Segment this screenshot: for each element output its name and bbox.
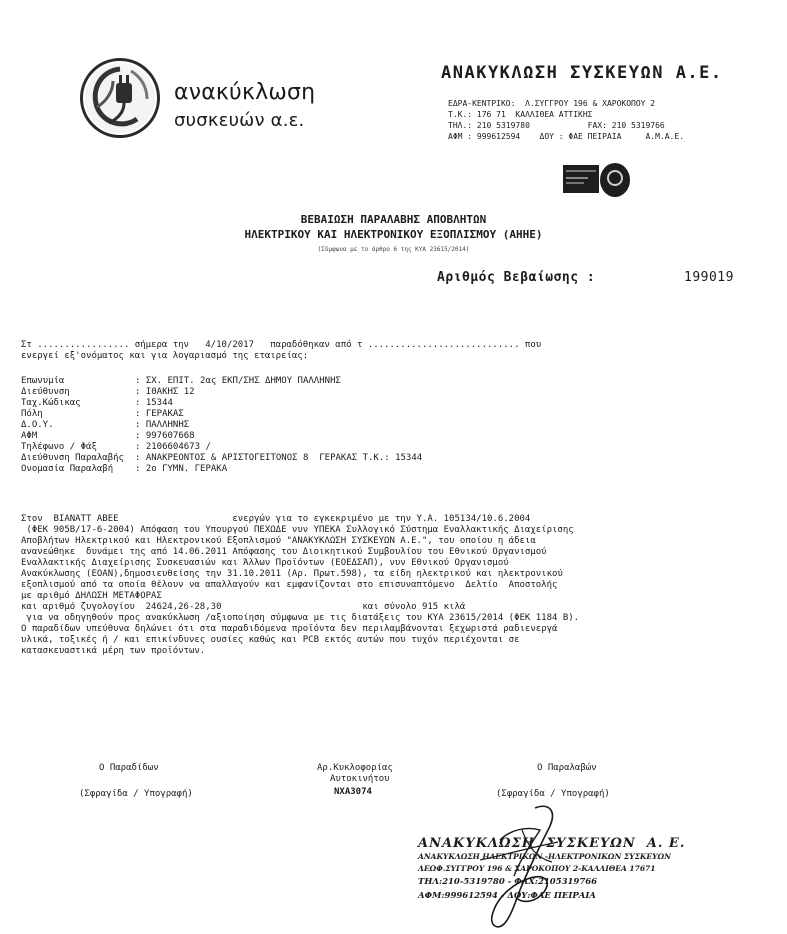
logo-line-2: συσκευών α.ε. — [174, 110, 305, 131]
body-line: ανανεώθηκε δυνάμει της από 14.06.2011 Απόφασης του Διοικητικού Συμβουλίου του Εθνικού Οργανισμού — [21, 547, 547, 557]
address-line: Τ.Κ.: 176 71 ΚΑΛΛΙΘΕΑ ΑΤΤΙΚΗΣ — [448, 110, 593, 119]
document-title-line-1: ΒΕΒΑΙΩΣΗ ΠΑΡΑΛΑΒΗΣ ΑΠΟΒΛΗΤΩΝ — [300, 213, 487, 226]
plate-label-2: Αυτοκινήτου — [330, 774, 390, 784]
body-line: κατασκευαστικά μέρη των προϊόντων. — [21, 646, 206, 656]
body-line: Ανακύκλωσης (ΕΟΑΝ),δημοσιευθείσης την 31.10.2011 (Αρ. Πρωτ.598), τα είδη ηλεκτρικού και ηλεκτρονικού — [21, 569, 563, 579]
certification-seal-icon — [600, 163, 630, 197]
info-value: : ΠΑΛΛΗΝΗΣ — [135, 420, 190, 430]
giver-label: Ο Παραδίδων — [99, 763, 159, 773]
stamp-line: ΑΦΜ:999612594 - ΔΟΥ:ΦΑΕ ΠΕΙΡΑΙΑ — [418, 891, 596, 901]
certification-badge — [563, 165, 599, 193]
info-value: : 2106604673 / — [135, 442, 211, 452]
info-value: : ΙΘΑΚΗΣ 12 — [135, 387, 195, 397]
info-label: Τηλέφωνο / Φάξ — [21, 442, 97, 452]
body-line: εξοπλισμού από τα οποία θέλουν να απαλλαγούν και εμφανίζονται στο επισυναπτόμενο Δελτίο Αποστολής — [21, 580, 558, 590]
address-line: ΤΗΛ.: 210 5319780 FAX: 210 5319766 — [448, 121, 665, 130]
info-label: Ταχ.Κώδικας — [21, 398, 81, 408]
body-line: Αποβλήτων Ηλεκτρικού και Ηλεκτρονικού Εξοπλισμού "ΑΝΑΚΥΚΛΩΣΗ ΣΥΣΚΕΥΩΝ Α.Ε.", του οποίου η άδεια — [21, 536, 536, 546]
address-line: ΑΦΜ : 999612594 ΔΟΥ : ΦΑΕ ΠΕΙΡΑΙΑ Α.Μ.Α.Ε. — [448, 132, 685, 141]
body-line: Ο παραδίδων υπεύθυνα δηλώνει ότι στα παραδιδόμενα προϊόντα δεν περιλαμβάνονται ξεχωριστά ραδιενεργά — [21, 624, 558, 634]
info-label: Διεύθυνση Παραλαβής — [21, 453, 124, 463]
info-label: Διεύθυνση — [21, 387, 70, 397]
info-value: : 15344 — [135, 398, 173, 408]
info-value: : ΓΕΡΑΚΑΣ — [135, 409, 184, 419]
document-title-line-2: ΗΛΕΚΤΡΙΚΟΥ ΚΑΙ ΗΛΕΚΤΡΟΝΙΚΟΥ ΕΞΟΠΛΙΣΜΟΥ (ΑΗΗΕ) — [244, 228, 543, 241]
info-value: : ΑΝΑΚΡΕΟΝΤΟΣ & ΑΡΙΣΤΟΓΕΙΤΟΝΟΣ 8 ΓΕΡΑΚΑΣ Τ.Κ.: 15344 — [135, 453, 423, 463]
body-line: και αριθμό ζυγολογίου 24624,26-28,30 και σύνολο 915 κιλά — [21, 602, 466, 612]
handwritten-signature — [440, 800, 600, 930]
document-subtitle: (Σύμφωνα με το άρθρο 6 της ΚΥΑ 23615/2014) — [317, 246, 470, 253]
stamp-company-name: ΑΝΑΚΥΚΛΩΣΗ ΣΥΣΚΕΥΩΝ Α. Ε. — [418, 836, 686, 851]
certificate-number-label: Αριθμός Βεβαίωσης : — [437, 270, 596, 285]
plate-label-1: Αρ.Κυκλοφορίας — [317, 763, 393, 773]
address-line: ΕΔΡΑ-ΚΕΝΤΡΙΚΟ: Λ.ΣΥΓΓΡΟΥ 196 & ΧΑΡΟΚΟΠΟΥ 2 — [448, 99, 656, 108]
receiver-label: Ο Παραλαβών — [537, 763, 597, 773]
giver-signature-hint: (Σφραγίδα / Υπογραφή) — [79, 789, 193, 799]
receiver-signature-hint: (Σφραγίδα / Υπογραφή) — [496, 789, 610, 799]
info-label: Επωνυμία — [21, 376, 65, 386]
info-value: : 2ο ΓΥΜΝ. ΓΕΡΑΚΑ — [135, 464, 228, 474]
info-value: : ΣΧ. ΕΠΙΤ. 2ας ΕΚΠ/ΣΗΣ ΔΗΜΟΥ ΠΑΛΛΗΝΗΣ — [135, 376, 341, 386]
info-label: Δ.Ο.Υ. — [21, 420, 54, 430]
recycle-plug-icon — [83, 61, 157, 135]
stamp-line: ΤΗΛ:210-5319780 - ΦΑΧ:2105319766 — [418, 877, 598, 887]
body-line: με αριθμό ΔΗΛΩΣΗ ΜΕΤΑΦΟΡΑΣ — [21, 591, 162, 601]
info-label: Ονομασία Παραλαβή — [21, 464, 114, 474]
body-line: υλικά, τοξικές ή / και επικίνδυνες ουσίες καθώς και PCB εκτός αυτών που τυχόν περιέχονται σε — [21, 635, 520, 645]
certificate-number: 199019 — [684, 270, 734, 285]
body-line: Εναλλακτικής Διαχείρισης Συσκευασιών και Άλλων Προϊόντων (ΕΟΕΔΣΑΠ), νυν Εθνικού Οργανισμού — [21, 558, 509, 568]
info-label: Πόλη — [21, 409, 43, 419]
body-line: για να οδηγηθούν προς ανακύκλωση /αξιοποίηση σύμφωνα με τις διατάξεις του ΚΥΑ 23615/2014 (ΦΕΚ 1184 Β). — [21, 613, 580, 623]
company-name: ΑΝΑΚΥΚΛΩΣΗ ΣΥΣΚΕΥΩΝ Α.Ε. — [441, 63, 723, 83]
stamp-line: ΛΕΩΦ.ΣΥΓΓΡΟΥ 196 & ΧΑΡΟΚΟΠΟΥ 2-ΚΑΛΛΙΘΕΑ 17671 — [418, 864, 656, 873]
intro-line-2: ενεργεί εξ'ονόματος και για λογαριασμό της εταιρείας: — [21, 351, 309, 361]
info-label: ΑΦΜ — [21, 431, 38, 441]
stamp-line: ΑΝΑΚΥΚΛΩΣΗ ΗΛΕΚΤΡΙΚΩΝ -ΗΛΕΚΤΡΟΝΙΚΩΝ ΣΥΣΚΕΥΩΝ — [418, 852, 672, 861]
logo-emblem — [80, 58, 160, 138]
plate-number: ΝΧΑ3074 — [334, 787, 372, 797]
intro-line-1: Στ ................. σήμερα την 4/10/2017 παραδόθηκαν από τ ............................ που — [21, 340, 542, 350]
logo-line-1: ανακύκλωση — [174, 80, 316, 105]
body-line: (ΦΕΚ 905Β/17-6-2004) Απόφαση του Υπουργού ΠΕΧΩΔΕ νυν ΥΠΕΚΑ Συλλογικό Σύστημα Εναλλακτικής Διαχείρισης — [21, 525, 574, 535]
body-line: Στον ΒΙΑΝΑΤΤ ΑΒΕΕ ενεργών για το εγκεκριμένο με την Υ.Α. 105134/10.6.2004 — [21, 514, 531, 524]
info-value: : 997607668 — [135, 431, 195, 441]
